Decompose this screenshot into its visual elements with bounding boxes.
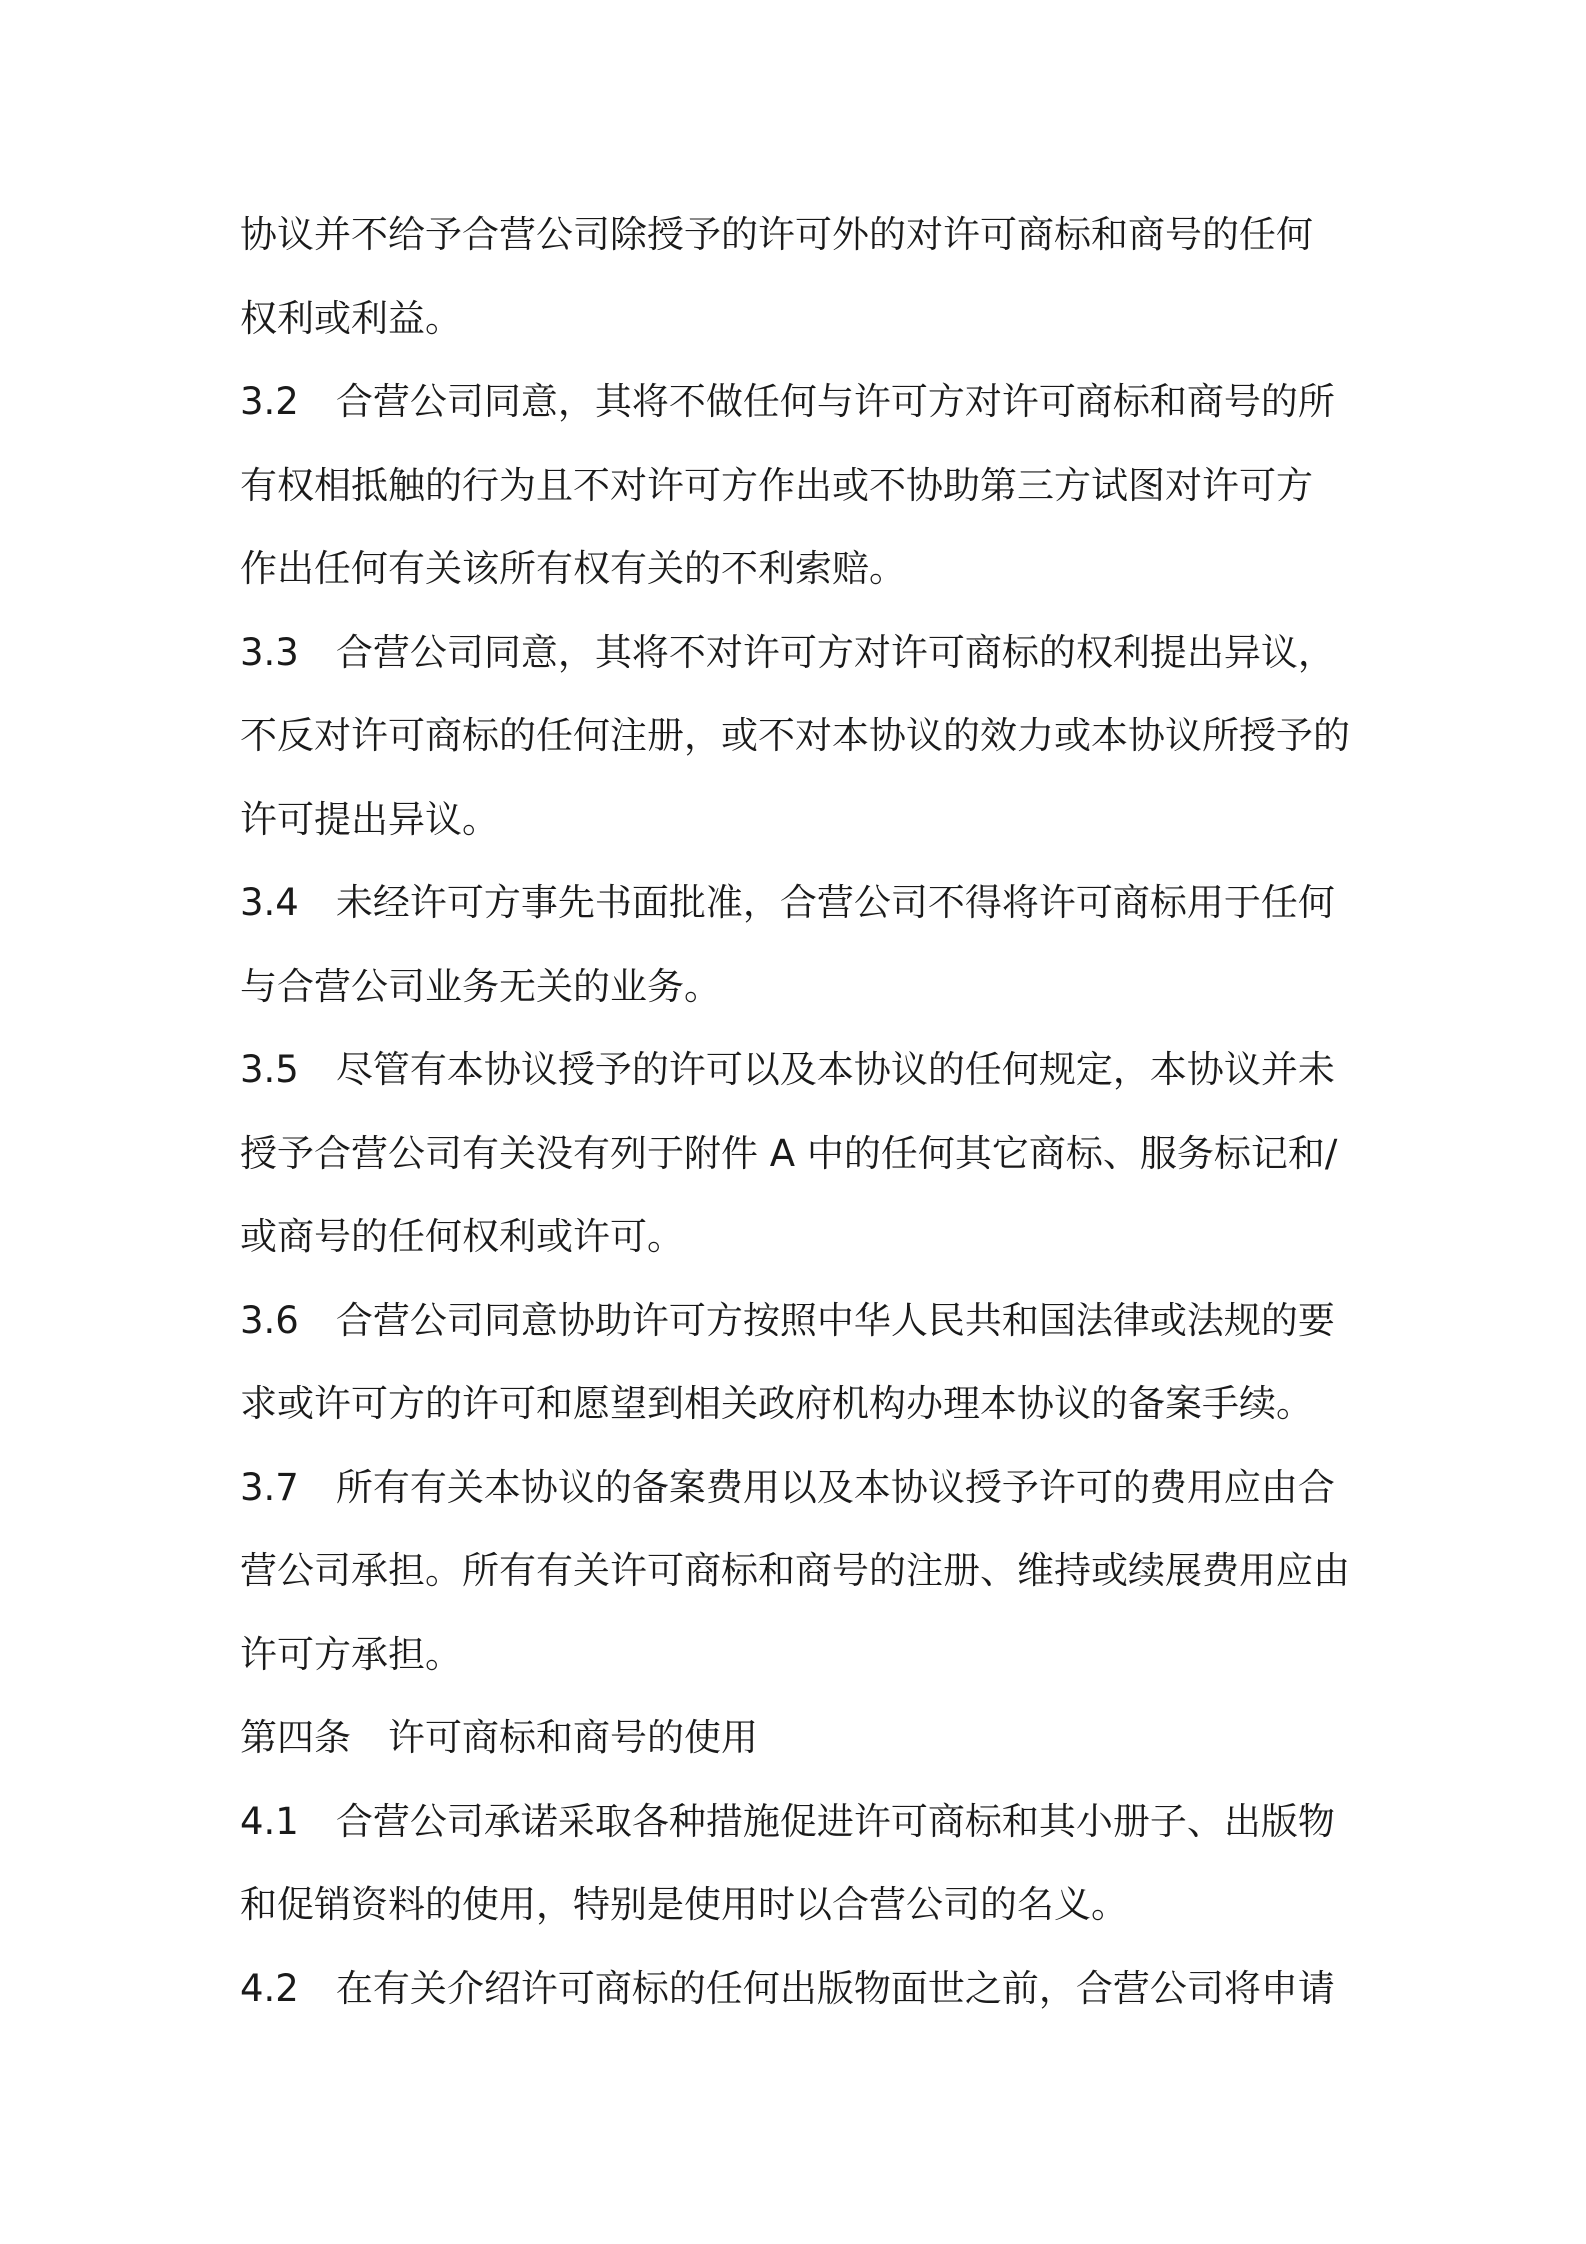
clause-3-3: 3.3 合营公司同意，其将不对许可方对许可商标的权利提出异议，	[240, 630, 1335, 674]
text-line: 协议并不给予合营公司除授予的许可外的对许可商标和商号的任何	[240, 213, 1313, 256]
text-line: 不反对许可商标的任何注册，或不对本协议的效力或本协议所授予的	[240, 714, 1350, 757]
text-line: 有权相抵触的行为且不对许可方作出或不协助第三方试图对许可方	[240, 463, 1313, 507]
clause-4-1: 4.1 合营公司承诺采取各种措施促进许可商标和其小册子、出版物	[240, 1799, 1335, 1843]
section-heading-article-4: 第四条 许可商标和商号的使用	[240, 1716, 758, 1759]
clause-3-5: 3.5 尽管有本协议授予的许可以及本协议的任何规定，本协议并未	[240, 1048, 1335, 1091]
text-line: 营公司承担。所有有关许可商标和商号的注册、维持或续展费用应由	[240, 1549, 1350, 1592]
clause-4-2: 4.2 在有关介绍许可商标的任何出版物面世之前，合营公司将申请	[240, 1966, 1335, 2010]
clause-3-7: 3.7 所有有关本协议的备案费用以及本协议授予许可的费用应由合	[240, 1465, 1335, 1509]
clause-3-4: 3.4 未经许可方事先书面批准，合营公司不得将许可商标用于任何	[240, 881, 1335, 924]
text-line: 或商号的任何权利或许可。	[240, 1215, 684, 1258]
text-line: 许可方承担。	[240, 1632, 462, 1676]
text-line: 许可提出异议。	[240, 797, 499, 841]
text-line: 作出任何有关该所有权有关的不利索赔。	[240, 547, 906, 590]
text-line: 权利或利益。	[240, 296, 462, 340]
text-line: 求或许可方的许可和愿望到相关政府机构办理本协议的备案手续。	[240, 1382, 1313, 1425]
text-line: 和促销资料的使用，特别是使用时以合营公司的名义。	[240, 1883, 1128, 1926]
text-line: 与合营公司业务无关的业务。	[240, 964, 721, 1008]
document-body	[240, 193, 1360, 2030]
text-line: 授予合营公司有关没有列于附件 A 中的任何其它商标、服务标记和/	[240, 1131, 1338, 1175]
clause-3-6: 3.6 合营公司同意协助许可方按照中华人民共和国法律或法规的要	[240, 1298, 1335, 1342]
clause-3-2: 3.2 合营公司同意，其将不做任何与许可方对许可商标和商号的所	[240, 380, 1335, 423]
